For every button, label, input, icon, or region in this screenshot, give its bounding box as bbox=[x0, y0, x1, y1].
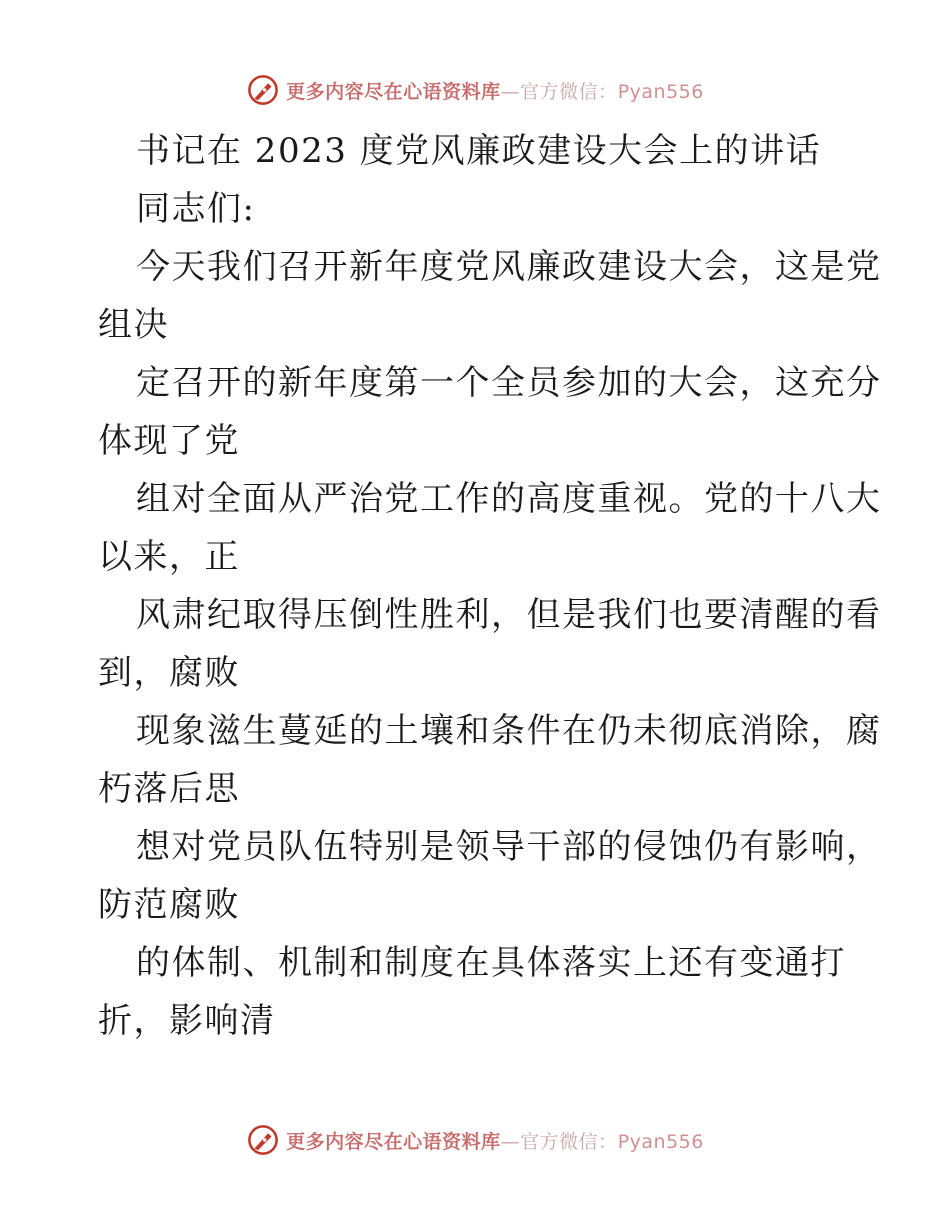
footer-watermark bbox=[0, 1120, 950, 1160]
watermark-wechat-label: 官方微信： bbox=[520, 1130, 618, 1153]
pen-nib-logo-icon bbox=[246, 1123, 280, 1157]
watermark-text bbox=[286, 1127, 704, 1154]
pen-nib-logo-icon bbox=[246, 73, 280, 107]
text-line: 体现了党 bbox=[98, 421, 240, 461]
watermark-wechat-id: Pyan556 bbox=[617, 80, 704, 103]
text-line: 以来，正 bbox=[98, 537, 240, 577]
document-title: 书记在 2023 度党风廉政建设大会上的讲话 bbox=[136, 131, 822, 171]
text-line: 定召开的新年度第一个全员参加的大会，这充分 bbox=[136, 363, 882, 403]
watermark-text bbox=[286, 77, 704, 104]
text-line: 风肃纪取得压倒性胜利，但是我们也要清醒的看 bbox=[136, 595, 882, 635]
watermark-wechat-id: Pyan556 bbox=[617, 1130, 704, 1153]
text-line: 组决 bbox=[98, 305, 169, 345]
header-watermark bbox=[0, 70, 950, 110]
text-line: 今天我们召开新年度党风廉政建设大会，这是党 bbox=[136, 247, 882, 287]
watermark-wechat-label: 官方微信： bbox=[520, 80, 618, 103]
text-line: 折，影响清 bbox=[98, 1001, 276, 1041]
watermark-separator: — bbox=[500, 1130, 521, 1153]
text-line: 朽落后思 bbox=[98, 769, 240, 809]
watermark-separator: — bbox=[500, 80, 521, 103]
text-line: 想对党员队伍特别是领导干部的侵蚀仍有影响， bbox=[136, 827, 882, 867]
watermark-brand: 更多内容尽在心语资料库 bbox=[286, 80, 501, 103]
text-line: 组对全面从严治党工作的高度重视。党的十八大 bbox=[136, 479, 882, 519]
text-line: 到，腐败 bbox=[98, 653, 240, 693]
document-salutation: 同志们: bbox=[136, 189, 256, 229]
document-body bbox=[98, 122, 882, 1050]
text-line: 防范腐败 bbox=[98, 885, 240, 925]
text-line: 的体制、机制和制度在具体落实上还有变通打 bbox=[136, 943, 846, 983]
watermark-brand: 更多内容尽在心语资料库 bbox=[286, 1130, 501, 1153]
text-line: 现象滋生蔓延的土壤和条件在仍未彻底消除，腐 bbox=[136, 711, 882, 751]
